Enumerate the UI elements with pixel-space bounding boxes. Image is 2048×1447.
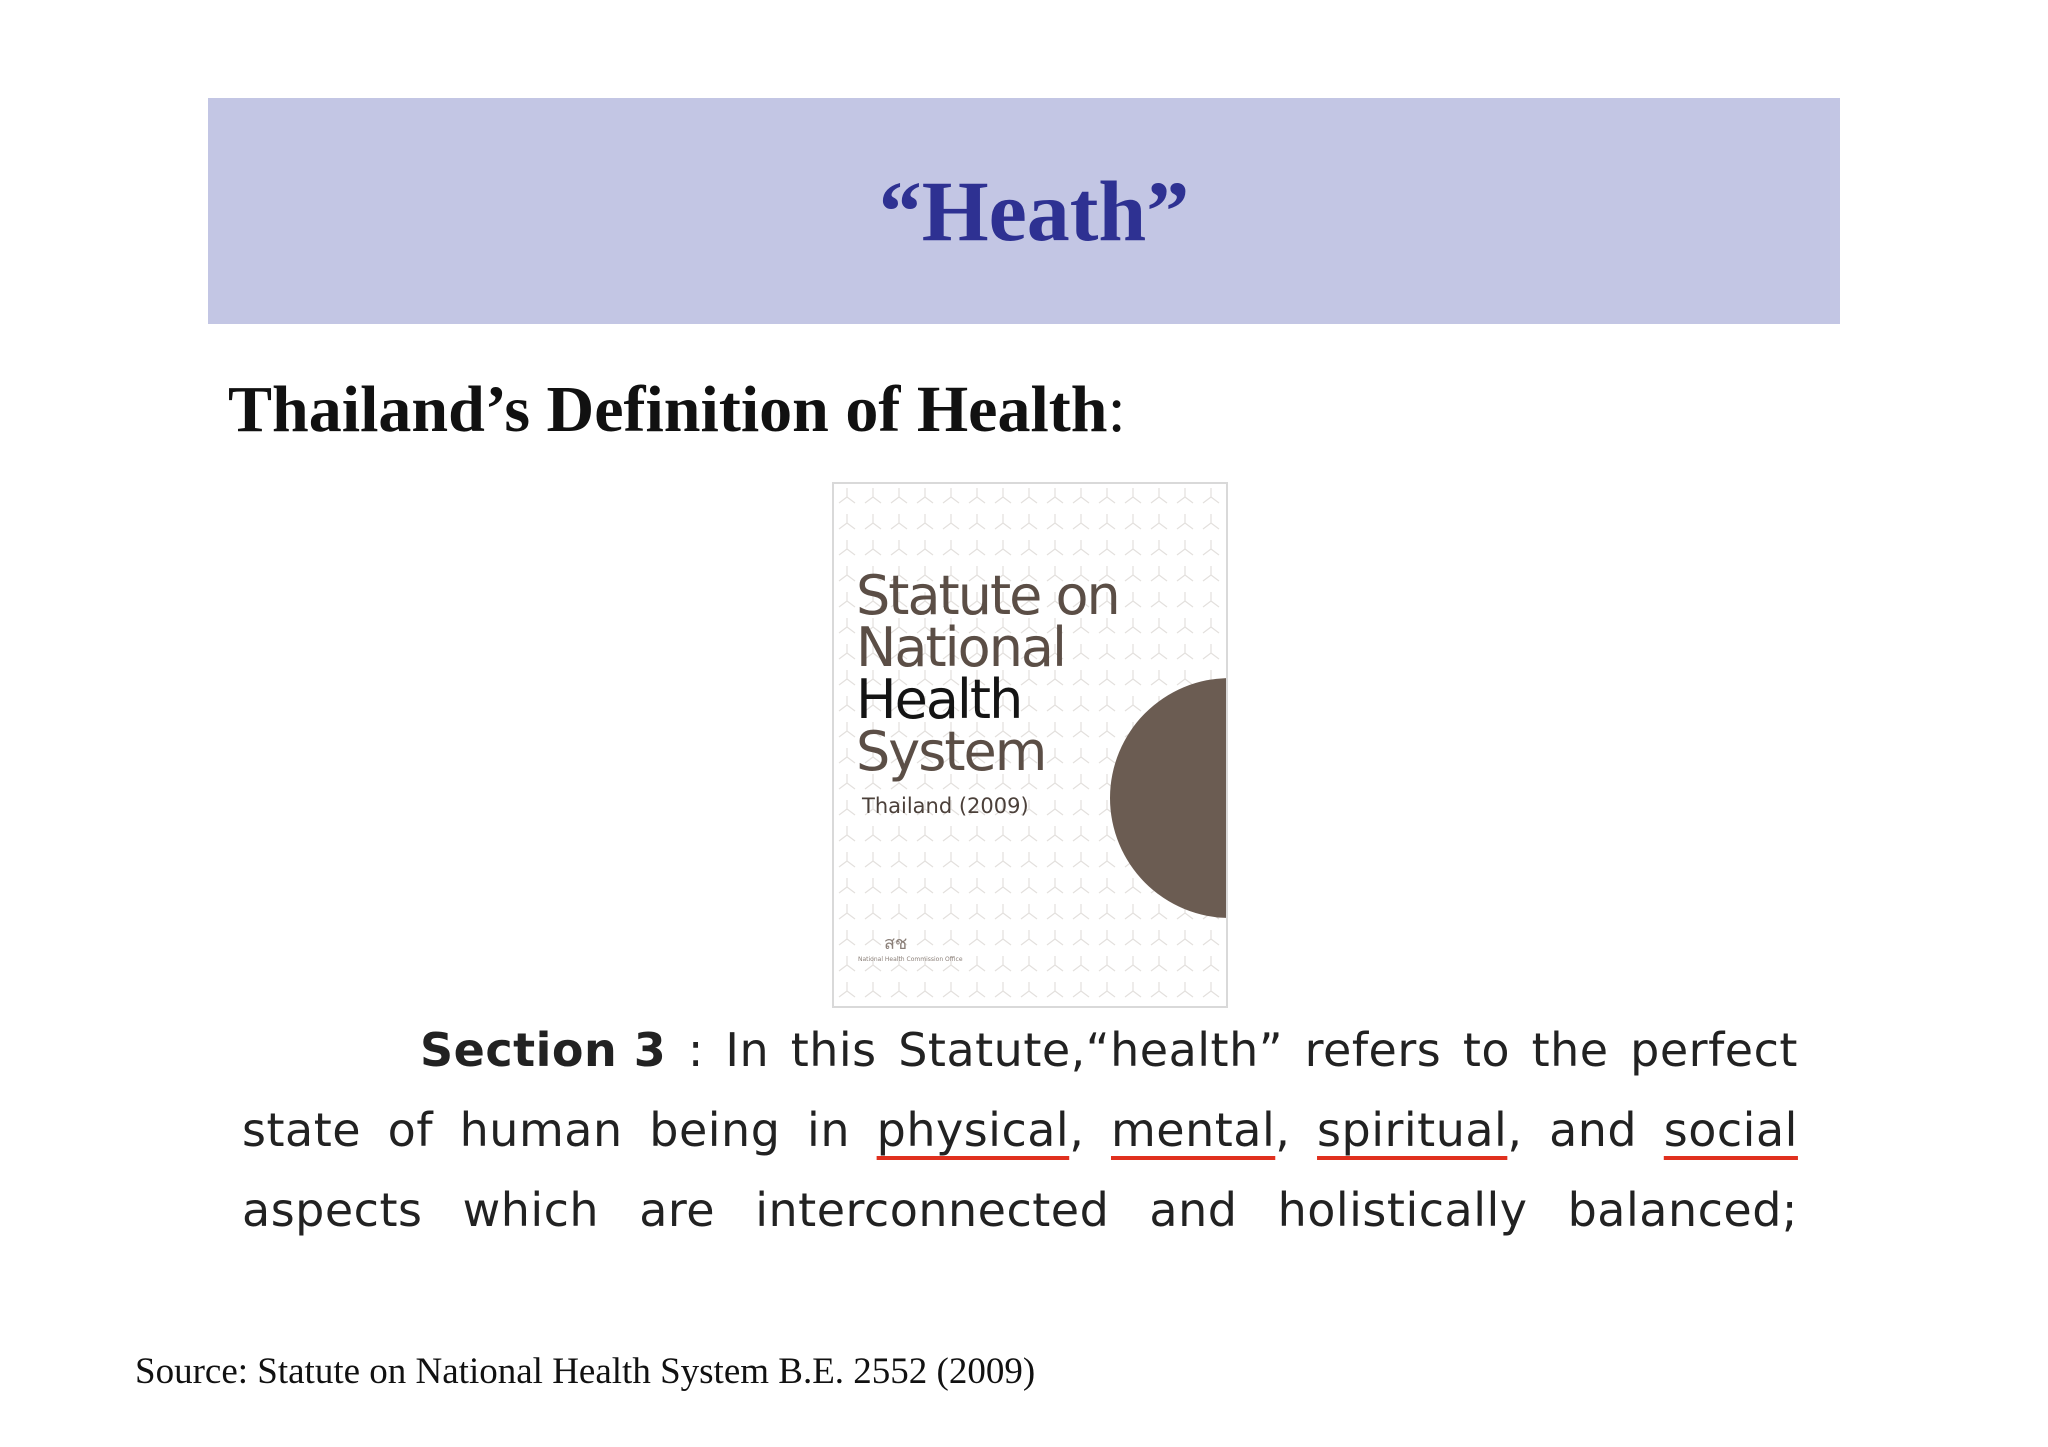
source-citation: Source: Statute on National Health System B.E. 2552 (2009)	[135, 1351, 1036, 1392]
cover-org-name: National Health Commission Office	[858, 956, 963, 963]
section-line-1	[242, 1010, 1798, 1090]
word: in	[807, 1103, 850, 1157]
underlined-social: social	[1663, 1103, 1798, 1157]
word: of	[387, 1103, 434, 1157]
comma: ,	[1069, 1103, 1085, 1157]
title-band	[208, 98, 1840, 324]
word: are	[639, 1183, 716, 1237]
word: aspects	[242, 1183, 423, 1237]
word: Statute,“health”	[898, 1023, 1284, 1077]
underlined-physical: physical	[876, 1103, 1070, 1157]
word: and	[1549, 1103, 1638, 1157]
word: human	[459, 1103, 623, 1157]
word: to	[1462, 1023, 1510, 1077]
cover-title-line3: Health	[856, 668, 1022, 731]
word: the	[1531, 1023, 1609, 1077]
physical-group	[877, 1090, 1085, 1170]
section-3-text	[242, 1010, 1798, 1250]
word: this	[790, 1023, 877, 1077]
word: interconnected	[755, 1183, 1110, 1237]
section-line-3	[242, 1170, 1798, 1250]
comma: ,	[1507, 1103, 1523, 1157]
underlined-mental: mental	[1110, 1103, 1276, 1157]
statute-cover-image	[832, 482, 1228, 1008]
section-heading: Section 3	[420, 1023, 667, 1077]
word: In	[725, 1023, 770, 1077]
underlined-spiritual: spiritual	[1317, 1103, 1508, 1157]
cover-title	[856, 564, 1119, 783]
mental-group	[1111, 1090, 1290, 1170]
subtitle-colon: :	[1107, 373, 1126, 446]
cover-title-line1: Statute on	[856, 564, 1119, 627]
section-line-2	[242, 1090, 1798, 1170]
word: state	[242, 1103, 362, 1157]
word: which	[462, 1183, 600, 1237]
spiritual-group	[1317, 1090, 1522, 1170]
word: perfect	[1630, 1023, 1798, 1077]
word: :	[687, 1023, 704, 1077]
word: and	[1149, 1183, 1238, 1237]
subtitle-text: Thailand’s Definition of Health	[228, 373, 1108, 446]
slide-subtitle	[228, 372, 1126, 448]
comma: ,	[1275, 1103, 1291, 1157]
nhco-logo-icon: สช	[884, 933, 908, 954]
cover-title-line2: National	[856, 616, 1066, 679]
slide-title: “Heath”	[878, 163, 1190, 259]
word: refers	[1304, 1023, 1442, 1077]
cover-title-line4: System	[856, 720, 1046, 783]
word: balanced;	[1567, 1183, 1798, 1237]
cover-subtitle: Thailand (2009)	[862, 794, 1029, 818]
word: holistically	[1277, 1183, 1528, 1237]
word: being	[649, 1103, 781, 1157]
